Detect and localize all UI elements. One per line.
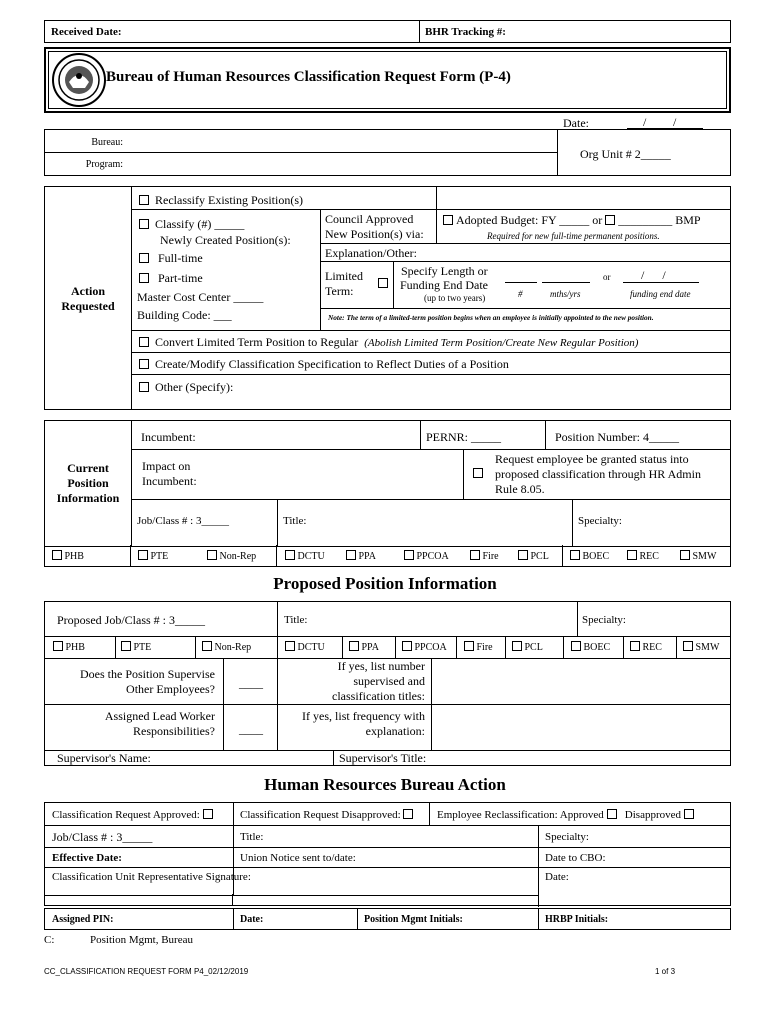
term-label: Term: [325,284,354,298]
city-seal-icon [51,52,107,108]
create-modify-label: Create/Modify Classification Specification to Reflect Duties of a Position [155,357,509,371]
proposed-union-boec[interactable]: BOEC [571,641,610,653]
received-row [44,20,731,43]
title-box [44,47,731,113]
other-label: Other (Specify): [155,380,234,394]
union-ppa[interactable]: PPA [346,550,376,562]
proposed-union-rec[interactable]: REC [630,641,662,653]
status-request-label: Request employee be granted status into proposed classification through HR Admin Rule 8.05. [495,452,701,496]
part-time-option[interactable] [139,271,203,286]
adopted-budget-option[interactable] [443,213,701,228]
mths-yrs-label: mths/yrs [550,289,581,299]
proposed-union-fire[interactable]: Fire [464,641,493,653]
proposed-union-ppa[interactable]: PPA [349,641,379,653]
bmp-label: _________ BMP [618,213,701,227]
form-id: CC_CLASSIFICATION REQUEST FORM P4_02/12/2019 [44,967,249,976]
request-disapproved-option[interactable] [240,809,413,821]
adopted-budget-label: Adopted Budget: FY _____ or [456,213,603,227]
proposed-heading: Proposed Position Information [273,574,497,593]
union-boec[interactable]: BOEC [570,550,609,562]
union-rec[interactable]: REC [627,550,659,562]
other-option[interactable] [139,380,233,395]
form-title: Bureau of Human Resources Classification Request Form (P-4) [106,69,511,85]
current-union-row [44,545,731,567]
proposed-union-phb[interactable]: PHB [53,641,85,653]
union-ppcoa[interactable]: PPCOA [404,550,449,562]
action-side-label: Action Requested [61,284,115,313]
proposed-specialty-label[interactable]: Specialty: [582,614,626,626]
program-label: Program: [85,159,123,170]
header-date-blank[interactable]: / / [627,116,703,129]
length-unit-blank[interactable] [542,270,590,283]
current-title-label[interactable]: Title: [283,515,307,527]
proposed-union-pte[interactable]: PTE [121,641,151,653]
convert-option[interactable] [139,335,638,350]
request-approved-label: Classification Request Approved: [52,809,200,821]
signature-date-label[interactable]: Date: [545,871,569,883]
position-number-label[interactable]: Position Number: 4_____ [555,430,680,444]
hr-action-section [44,802,731,906]
supervise-question: Does the Position Supervise Other Employees? [80,667,215,696]
proposed-title-label[interactable]: Title: [284,614,308,626]
new-positions-via-label: New Position(s) via: [325,227,424,241]
effective-date-label[interactable]: Effective Date: [52,852,122,864]
signature-label[interactable]: Classification Unit Representative Signature: [52,871,251,883]
employee-reclass-disapproved-checkbox[interactable] [684,809,694,819]
proposed-position-section [44,601,731,766]
full-time-checkbox[interactable] [139,253,149,263]
funding-date-blank[interactable]: / / [623,269,699,283]
council-approved-label: Council Approved [325,212,414,226]
hrbp-initials-label[interactable]: HRBP Initials: [545,914,609,925]
request-disapproved-label: Classification Request Disapproved: [240,809,401,821]
limited-term-checkbox[interactable] [378,278,388,288]
received-date-label: Received Date: [51,26,122,38]
supervise-list-label: If yes, list number supervised and classification titles: [332,659,425,703]
proposed-job-class-label[interactable]: Proposed Job/Class # : 3_____ [57,613,206,627]
union-fire[interactable]: Fire [470,550,499,562]
union-pte[interactable]: PTE [138,550,168,562]
building-code-label[interactable]: Building Code: ___ [137,308,232,322]
supervise-answer-blank[interactable]: ____ [239,676,263,690]
pernr-label[interactable]: PERNR: _____ [426,430,502,444]
hr-action-heading: Human Resources Bureau Action [264,775,506,794]
request-approved-option[interactable] [52,809,213,821]
incumbent-label[interactable]: Incumbent: [141,430,196,444]
supervisor-title-label[interactable]: Supervisor's Title: [339,751,427,765]
hr-job-class-label[interactable]: Job/Class # : 3_____ [52,830,153,844]
assigned-date-label[interactable]: Date: [240,914,264,925]
cc-label: C: [44,934,55,946]
up-to-two-label: (up to two years) [424,293,486,303]
cc-value: Position Mgmt, Bureau [90,934,193,946]
union-pcl[interactable]: PCL [518,550,549,562]
length-number-blank[interactable] [505,270,537,283]
lead-answer-blank[interactable]: ____ [239,722,263,736]
part-time-label: Part-time [158,271,203,285]
classify-checkbox[interactable] [139,219,149,229]
assigned-pin-row [44,908,731,930]
assigned-pin-label[interactable]: Assigned PIN: [52,914,114,925]
convert-label: Convert Limited Term Position to Regular [155,335,359,349]
status-request-checkbox[interactable] [473,468,483,478]
union-notice-label[interactable]: Union Notice sent to/date: [240,852,356,864]
supervisor-name-label[interactable]: Supervisor's Name: [57,751,151,765]
proposed-union-row [45,636,730,658]
current-specialty-label[interactable]: Specialty: [578,515,622,527]
request-approved-checkbox[interactable] [203,809,213,819]
union-non-rep[interactable]: Non-Rep [207,550,256,562]
explanation-label[interactable]: Explanation/Other: [325,246,417,260]
full-time-option[interactable] [139,251,203,266]
proposed-union-smw[interactable]: SMW [683,641,719,653]
lead-question: Assigned Lead Worker Responsibilities? [104,709,215,738]
lead-list-label: If yes, list frequency with explanation: [302,709,425,738]
full-time-label: Full-time [158,251,203,265]
bureau-program-box [44,129,731,176]
union-phb[interactable]: PHB [52,550,84,562]
hash-label: # [518,289,523,299]
or-label: or [603,272,611,282]
newly-created-label: Newly Created Position(s): [160,233,291,247]
current-side-label: Current Position Information [56,461,120,505]
master-cost-center-label[interactable]: Master Cost Center _____ [137,290,264,304]
proposed-union-pcl[interactable]: PCL [512,641,543,653]
impact-label[interactable]: Impact on Incumbent: [142,459,197,488]
reclassify-checkbox[interactable] [139,195,149,205]
limited-label: Limited [325,269,363,283]
proposed-union-non-rep[interactable]: Non-Rep [202,641,251,653]
adopted-budget-checkbox[interactable] [443,215,453,225]
union-smw[interactable]: SMW [680,550,716,562]
employee-reclass-label: Employee Reclassification: Approved [437,809,604,821]
current-job-class-label[interactable]: Job/Class # : 3_____ [137,515,229,527]
part-time-checkbox[interactable] [139,273,149,283]
position-mgmt-initials-label[interactable]: Position Mgmt Initials: [364,914,463,925]
create-modify-option[interactable] [139,357,509,372]
date-to-cbo-label[interactable]: Date to CBO: [545,852,606,864]
other-checkbox[interactable] [139,382,149,392]
bhr-tracking-label: BHR Tracking #: [425,26,506,38]
convert-checkbox[interactable] [139,337,149,347]
bmp-checkbox[interactable] [605,215,615,225]
create-modify-checkbox[interactable] [139,359,149,369]
reclassify-label: Reclassify Existing Position(s) [155,193,303,207]
specify-length-label: Specify Length or [401,264,488,278]
request-disapproved-checkbox[interactable] [403,809,413,819]
header-date-label: Date: [563,116,589,130]
org-unit-label[interactable]: Org Unit # 2_____ [580,147,671,161]
funding-end-date-label: funding end date [630,289,691,299]
employee-reclass-disapproved-label: Disapproved [624,809,682,821]
proposed-union-dctu[interactable]: DCTU [285,641,325,653]
required-note: Required for new full-time permanent positions. [487,231,660,241]
union-dctu[interactable]: DCTU [285,550,325,562]
classify-label: Classify (#) _____ [155,217,245,231]
funding-end-label: Funding End Date [400,278,488,292]
hr-specialty-label[interactable]: Specialty: [545,831,589,843]
employee-reclass-approved-checkbox[interactable] [607,809,617,819]
proposed-union-ppcoa[interactable]: PPCOA [402,641,447,653]
hr-title-label[interactable]: Title: [240,831,264,843]
action-requested-section [44,186,731,410]
reclassify-option[interactable] [139,193,303,208]
limited-note: Note: The term of a limited-term position begins when an employee is initially appointed to the new position. [328,313,654,322]
classify-option[interactable] [139,217,244,232]
employee-reclass-option[interactable] [437,809,694,821]
convert-note: (Abolish Limited Term Position/Create New Regular Position) [364,337,639,349]
page-number: 1 of 3 [655,967,676,976]
bureau-label: Bureau: [91,137,123,148]
